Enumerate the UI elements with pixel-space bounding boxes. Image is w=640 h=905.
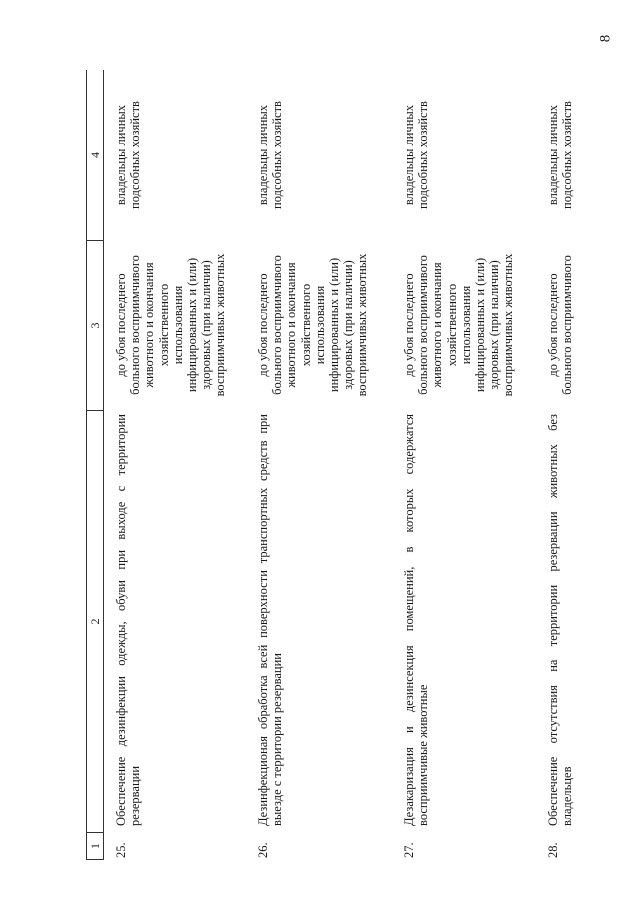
term-line: больного восприимчивого: [270, 255, 285, 395]
table-row: [114, 70, 228, 860]
responsible-line: владельцы личных: [546, 104, 560, 206]
responsible-line: подсобных хозяйств: [560, 101, 575, 209]
responsible-line: владельцы личных: [402, 104, 416, 206]
table-row: [256, 70, 370, 860]
row-responsible: [256, 70, 370, 240]
term-line: животного и окончания: [284, 262, 299, 388]
header-col-3: 3: [87, 240, 103, 410]
term-line: хозяйственного: [444, 283, 459, 367]
header-col-1: 1: [87, 832, 103, 860]
row-responsible: [546, 70, 574, 240]
page-number: 8: [597, 34, 614, 43]
term-line: до убоя последнего: [114, 273, 128, 377]
term-line: использования: [170, 285, 185, 365]
responsible-line: владельцы личных: [256, 104, 270, 206]
term-line: использования: [458, 285, 473, 365]
row-number: 25.: [114, 842, 128, 858]
row-measure: Обеспечение дезинфекции одежды, обуви при выходе с территории резервации: [114, 414, 143, 826]
term-line: больного восприимчивого: [560, 255, 575, 395]
responsible-line: подсобных хозяйств: [270, 101, 285, 209]
term-line: больного восприимчивого: [416, 255, 431, 395]
row-number: 26.: [256, 842, 270, 858]
term-line: восприимчивых животных: [501, 253, 516, 397]
term-line: здоровых (при наличии): [487, 260, 502, 390]
term-line: до убоя последнего: [256, 273, 270, 377]
term-line: восприимчивых животных: [355, 253, 370, 397]
term-line: инфицированных и (или): [185, 257, 200, 393]
term-line: здоровых (при наличии): [199, 260, 214, 390]
term-line: больного восприимчивого: [128, 255, 143, 395]
rotated-table-page: [86, 70, 586, 860]
row-term: [114, 240, 228, 410]
term-line: животного и окончания: [430, 262, 445, 388]
term-line: до убоя последнего: [402, 273, 416, 377]
row-responsible: [402, 70, 516, 240]
row-term: [546, 240, 574, 410]
row-term: [402, 240, 516, 410]
responsible-line: владельцы личных: [114, 104, 128, 206]
term-line: хозяйственного: [156, 283, 171, 367]
term-line: инфицированных и (или): [327, 257, 342, 393]
row-term: [256, 240, 370, 410]
term-line: восприимчивых животных: [213, 253, 228, 397]
term-line: использования: [312, 285, 327, 365]
row-responsible: [114, 70, 228, 240]
responsible-line: подсобных хозяйств: [416, 101, 431, 209]
term-line: хозяйственного: [298, 283, 313, 367]
row-measure: Дезинфекционая обработка всей поверхности транспортных средств при выезде с территории резервации: [256, 414, 285, 826]
term-line: до убоя последнего: [546, 273, 560, 377]
row-measure: Дезакаризация и дезинсекция помещений, в которых содержатся восприимчивые животные: [402, 414, 431, 826]
table-header: [86, 70, 104, 860]
table-row: [402, 70, 516, 860]
table-row: [546, 70, 574, 860]
row-number: 28.: [546, 842, 560, 858]
header-col-2: 2: [87, 410, 103, 832]
responsible-line: подсобных хозяйств: [128, 101, 143, 209]
row-number: 27.: [402, 842, 416, 858]
term-line: инфицированных и (или): [473, 257, 488, 393]
term-line: здоровых (при наличии): [341, 260, 356, 390]
header-col-4: 4: [88, 152, 102, 158]
row-measure: Обеспечение отсутствия на территории резервации животных без владельцев: [546, 414, 575, 826]
term-line: животного и окончания: [142, 262, 157, 388]
